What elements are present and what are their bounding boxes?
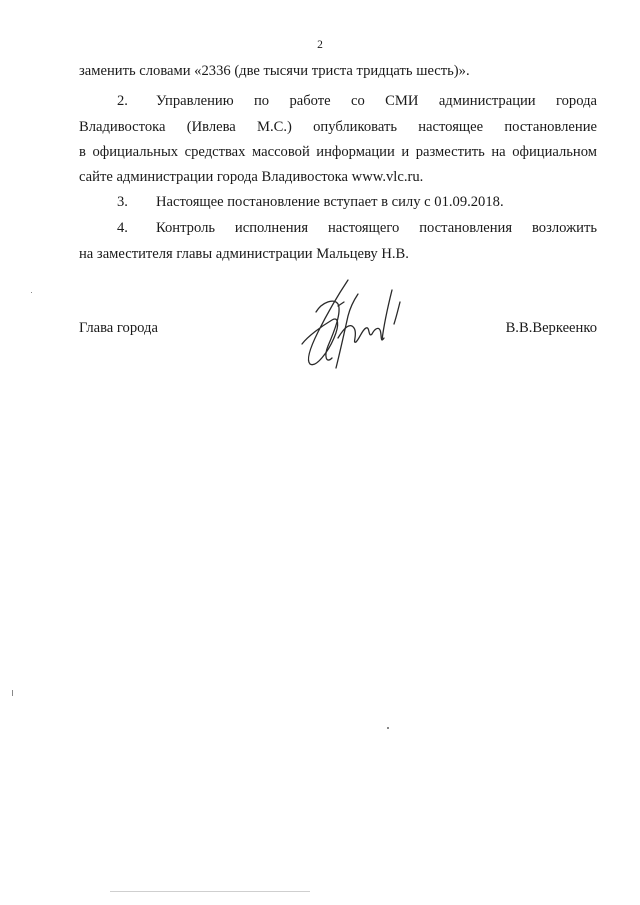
item-3-text: Настоящее постановление вступает в силу с 01.09.2018.: [156, 194, 504, 210]
item-2-line-4: сайте администрации города Владивостока www.vlc.ru.: [79, 169, 424, 185]
scan-edge-line: [110, 891, 310, 892]
item-2-line-1: [79, 92, 597, 110]
handwritten-signature: [288, 272, 418, 382]
scan-speck: [31, 292, 32, 293]
signatory-name: В.В.Веркеенко: [505, 320, 597, 336]
item-4-line-2: на заместителя главы администрации Мальцеву Н.В.: [79, 246, 409, 262]
item-2-line-3: в официальных средствах массовой информации и разместить на официальном: [79, 144, 597, 160]
item-2-line-2: Владивостока (Ивлева М.С.) опубликовать настоящее постановление: [79, 119, 597, 135]
item-4-line-1: [79, 219, 597, 237]
scan-speck: [12, 690, 13, 696]
item-3-line: [79, 193, 635, 211]
scan-speck: [387, 727, 389, 729]
item-2-number: 2.: [117, 93, 128, 109]
item-2-text-1: Управлению по работе со СМИ администрации города: [156, 93, 597, 109]
item-4-text-1: Контроль исполнения настоящего постановления возложить: [156, 220, 597, 236]
item-4-number: 4.: [117, 220, 128, 236]
item-3-number: 3.: [117, 194, 128, 210]
paragraph-continuation: заменить словами «2336 (две тысячи триста тридцать шесть)».: [79, 63, 470, 79]
signatory-title: Глава города: [79, 320, 158, 336]
page-number: 2: [317, 39, 323, 51]
